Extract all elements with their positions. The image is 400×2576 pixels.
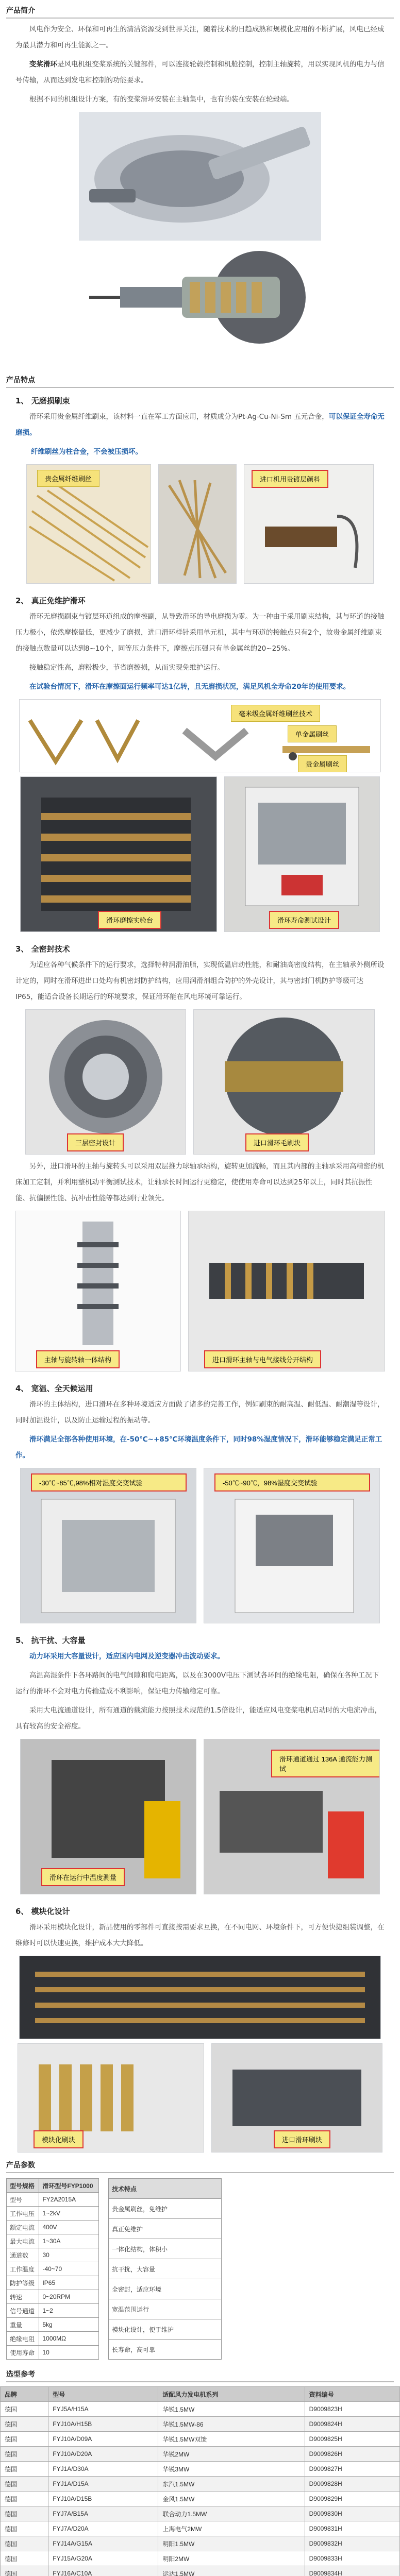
fiber-brush-photo [26, 464, 151, 584]
feature-3-title: 3、 全密封技术 [15, 944, 70, 954]
selection-cell: FYJ10A/D15B [48, 2492, 158, 2506]
ring-stack-illustration [21, 777, 216, 931]
feature-2-body2: 接触稳定性高，磨粉极少，节省磨擦损，从而实现免维护运行。 [29, 664, 224, 672]
selection-cell: FYJ1A/D15A [48, 2477, 158, 2492]
selection-cell: FYJ1A/D30A [48, 2462, 158, 2477]
spec-cell: -40~70 [39, 2262, 99, 2276]
feature-1-body: 滑环采用贵金属纤维刷束，该材料一直在军工方面应用，材质成分为Pt-Ag-Cu-Ni-Sm 五元合金，可以保证全寿命无磨损。 [15, 413, 385, 437]
selection-cell: D9009823H [305, 2402, 399, 2417]
spec-cell: 0~20RPM [39, 2290, 99, 2304]
brush-comparison-diagram [19, 699, 381, 772]
tag-triple-seal: 三层密封设计 [67, 1133, 124, 1151]
feature-2-images [0, 776, 400, 932]
selection-cell: 明阳1.5MW [158, 2536, 305, 2551]
params-header: 产品参数 [6, 2160, 394, 2173]
brush-block-illustration [194, 1010, 374, 1154]
selection-cell: 德国 [1, 2462, 48, 2477]
feature-3-images-b [0, 1211, 400, 1371]
spec-cell: IP65 [39, 2276, 99, 2290]
selection-cell: 德国 [1, 2566, 48, 2576]
selection-cell: 德国 [1, 2402, 48, 2417]
selection-cell: 明阳2MW [158, 2551, 305, 2566]
feature-cell: 长寿命，高可靠 [109, 2340, 222, 2360]
tag-test-rig: 滑环磨擦实验台 [98, 911, 161, 929]
selection-cell: FYJ10A/D20A [48, 2447, 158, 2462]
selection-cell: 德国 [1, 2492, 48, 2506]
feature-6-title: 6、 模块化设计 [15, 1907, 70, 1916]
selection-cell: D9009828H [305, 2477, 399, 2492]
life-test-photo [224, 776, 380, 932]
feature-2-body: 滑环无磨损刷束与镀层环道组成的摩擦副，从导致滑环的导电磨损为零。为一种由于采用刷束结构，其与环道的接触压力极小，依然摩擦量低，更减少了磨损，进口滑环样针采用单元机，其中与环道的接触点只有2个，故贵金属纤维刷束的接触点数量可以达到8~10个，同等压力条件下，摩擦点压强只有单金属丝的20~25%。 [15, 613, 385, 653]
selection-cell: D9009826H [305, 2447, 399, 2462]
selection-row [1, 2462, 400, 2477]
spec-cell: 转速 [7, 2290, 39, 2304]
spec-cell: 额定电流 [7, 2221, 39, 2234]
feature-1-title: 1、 无磨损刷束 [15, 396, 70, 405]
integrated-shaft-photo [15, 1211, 181, 1371]
intro-keyword: 变桨滑环 [29, 60, 57, 69]
selection-column-header: 品牌 [1, 2387, 48, 2402]
intro-header: 产品简介 [6, 5, 394, 19]
selection-cell: D9009831H [305, 2521, 399, 2536]
intro-paragraph-1: 风电作为安全、环保和可再生的清洁资源受到世界关注，随着技术的日趋成熟和规模化应用的不断扩展，风电已经成为最具潜力和可再生能源之一。 [15, 25, 385, 49]
spec-table [6, 2178, 99, 2360]
selection-cell: 华锐2MW [158, 2447, 305, 2462]
feature-1-images [0, 464, 400, 584]
spec-row [7, 2262, 99, 2276]
feature-table-h1: 技术特点 [109, 2179, 222, 2199]
selection-cell: FYJ15A/G20A [48, 2551, 158, 2566]
selection-cell: 上海电气2MW [158, 2521, 305, 2536]
intro-paragraph-2: 变桨滑环是风电机组变桨系统的关键部件，可以连接轮毂控制和机舱控制，控制主轴旋转，用以实现风机的电力与信号传输，从而达到发电和控制的功能要求。 [15, 60, 385, 84]
spec-cell: 工作电压 [7, 2207, 39, 2221]
feature-cell: 宽温范围运行 [109, 2299, 222, 2319]
selection-cell: D9009830H [305, 2506, 399, 2521]
spec-cell: 工作温度 [7, 2262, 39, 2276]
tag-temperature: 滑环在运行中温度测量 [41, 1868, 125, 1886]
spec-cell: 使用寿命 [7, 2346, 39, 2360]
tag-separated-shaft: 进口滑环主轴与电气接线分开结构 [204, 1350, 321, 1368]
spec-cell: 1~30A [39, 2234, 99, 2248]
selection-cell: 德国 [1, 2536, 48, 2551]
tag-integrated-shaft: 主轴与旋转轴一体结构 [36, 1350, 120, 1368]
tag-plating: 进口机用贵镀层颜料 [252, 470, 328, 488]
selection-row [1, 2566, 400, 2576]
selection-cell: FYJ7A/D20A [48, 2521, 158, 2536]
feature-table [108, 2178, 222, 2360]
selection-cell: 东汽1.5MW [158, 2477, 305, 2492]
selection-cell: FYJ7A/B15A [48, 2506, 158, 2521]
feature-5-title: 5、 抗干扰、大容量 [15, 1636, 86, 1645]
selection-cell: 德国 [1, 2477, 48, 2492]
spec-row [7, 2207, 99, 2221]
selection-cell: 华锐3MW [158, 2462, 305, 2477]
selection-column-header: 型号 [48, 2387, 158, 2402]
selection-row [1, 2521, 400, 2536]
chamber-1-illustration [21, 1468, 196, 1623]
selection-head-row [1, 2387, 400, 2402]
spec-cell: 通道数 [7, 2248, 39, 2262]
spec-row [7, 2276, 99, 2290]
spec-row [7, 2318, 99, 2332]
selection-cell: FYJ10A/H15B [48, 2417, 158, 2432]
spec-row [7, 2221, 99, 2234]
feature-2-test: 在试验台情况下，滑环在摩擦面运行频率可达1亿转，且无磨损状况，满足风机全寿命20年的使用要求。 [29, 683, 351, 691]
spec-cell: 重量 [7, 2318, 39, 2332]
slip-ring-illustration [79, 112, 321, 369]
spec-cell: 防护等级 [7, 2276, 39, 2290]
modular-photo-top [19, 1956, 381, 2039]
selection-cell: FYJ5A/H15A [48, 2402, 158, 2417]
feature-row [109, 2219, 222, 2239]
selection-cell: D9009824H [305, 2417, 399, 2432]
feature-row [109, 2259, 222, 2279]
feature-cell: 真正免维护 [109, 2219, 222, 2239]
spec-h2: 滑环型号FYP1000 [39, 2179, 99, 2193]
selection-cell: 德国 [1, 2506, 48, 2521]
tag-imported: 进口滑环刷块 [274, 2130, 330, 2148]
tag-mm-brush: 毫米级金属纤维刷丝技术 [231, 705, 320, 722]
selection-cell: 金风1.5MW [158, 2492, 305, 2506]
spec-cell: 型号 [7, 2193, 39, 2207]
selection-table [0, 2386, 400, 2576]
selection-column-header: 资料编号 [305, 2387, 399, 2402]
selection-row [1, 2402, 400, 2417]
spec-row [7, 2234, 99, 2248]
spec-row [7, 2193, 99, 2207]
modular-brush-photo [18, 2043, 204, 2153]
selection-cell: D9009827H [305, 2462, 399, 2477]
spec-cell: 最大电流 [7, 2234, 39, 2248]
feature-cell: 贵金属刷丝，免维护 [109, 2199, 222, 2219]
selection-row [1, 2447, 400, 2462]
selection-row [1, 2492, 400, 2506]
tag-life-test: 滑环寿命测试设计 [269, 911, 339, 929]
modular-rings-illustration [20, 1956, 380, 2039]
shaft-illustration [15, 1211, 180, 1371]
features-header: 产品特点 [6, 375, 394, 388]
feature-5-body: 动力环采用大容量设计，适应国内电网及逆变器冲击波动要求。 [29, 1652, 224, 1660]
selection-section [0, 2369, 400, 2576]
feature-row [109, 2239, 222, 2259]
selection-cell: D9009832H [305, 2536, 399, 2551]
imported-brush-photo [211, 2043, 382, 2153]
feature-3-body: 为适应各种气候条件下的运行要求，选择特种润滑油脂，实现低温启动性能，和耐油高密度结构，在主轴承外侧所设计定的，同时在滑环进出口处均有机密封防护结构，应用润滑剂组合防护的外壳设计，其与密封门机防护等级可达IP65，能适合设备长期运行的环境要求，保证滑环能在风电环境可靠运行。 [15, 961, 385, 1001]
current-test-photo [204, 1739, 380, 1894]
tag-precious-metal: 贵金属刷丝 [298, 755, 347, 772]
features-section [0, 375, 400, 2153]
tag-modular: 模块化刷块 [34, 2130, 84, 2148]
intro-section [0, 5, 400, 369]
feature-3-images-a [0, 1009, 400, 1155]
spec-cell: 5kg [39, 2318, 99, 2332]
feature-row [109, 2340, 222, 2360]
feature-cell: 一体化结构，体积小 [109, 2239, 222, 2259]
feature-4-title: 4、 宽温、全天候运用 [15, 1384, 93, 1393]
seal-illustration [26, 1010, 186, 1154]
feature-row [109, 2319, 222, 2340]
selection-cell: 运达1.5MW [158, 2566, 305, 2576]
spec-row [7, 2290, 99, 2304]
tag-fiber-brush: 贵金属纤维刷丝 [37, 470, 99, 487]
humidity-test-photo-1 [20, 1468, 196, 1623]
selection-cell: D9009834H [305, 2566, 399, 2576]
feature-row [109, 2199, 222, 2219]
feature-cell: 模块化设计，便于维护 [109, 2319, 222, 2340]
seal-design-photo [25, 1009, 186, 1155]
params-section [0, 2160, 400, 2360]
selection-row [1, 2417, 400, 2432]
selection-row [1, 2551, 400, 2566]
selection-cell: D9009833H [305, 2551, 399, 2566]
tag-humidity-2: -50℃~90℃，98%湿度交变试验 [214, 1473, 370, 1492]
spec-cell: FY2A2015A [39, 2193, 99, 2207]
feature-5-images [0, 1739, 400, 1894]
selection-cell: 华锐1.5MW-86 [158, 2417, 305, 2432]
humidity-test-photo-2 [204, 1468, 380, 1623]
feature-5-body2: 高温高湿条件下各环路间的电气间隙和爬电距离，以及在3000V电压下测试各环间的绝缘电阻，确保在各种工况下运行的滑环不会对电力传输造成不利影响，保证电力传输稳定可靠。 [15, 1671, 379, 1696]
selection-cell: FYJ14A/G15A [48, 2536, 158, 2551]
params-tables [6, 2178, 394, 2360]
feature-4-images [0, 1468, 400, 1623]
selection-row [1, 2536, 400, 2551]
selection-cell: FYJ16A/C10A [48, 2566, 158, 2576]
feature-4-body: 滑环的主体结构，进口滑环在多种环境适应方面做了诸多的完善工作，例如刷束的耐高温、耐低温、耐潮湿等设计，同时加温设计，以及防止运输过程的振动等。 [15, 1400, 385, 1425]
brush-bundle-illustration [159, 465, 236, 583]
feature-cell: 抗干扰，大容量 [109, 2259, 222, 2279]
selection-cell: 德国 [1, 2417, 48, 2432]
selection-column-header: 适配风力发电机系列 [158, 2387, 305, 2402]
selection-cell: 德国 [1, 2447, 48, 2462]
tag-humidity-1: -30℃~85℃,98%相对湿度交变试验 [31, 1473, 187, 1492]
tag-current: 滑环通道通过 136A 通流能力测试 [271, 1750, 380, 1777]
feature-3-body2: 另外，进口滑环的主轴与旋转头可以采用双层推力球轴承结构，旋转更加流畅，而且其内部的主轴承采用高精密的机床加工定制，并利用整机动平衡测试技术，让轴承长时间运行更稳定，使使用寿命可以达到25年以上，同时其抗振性能、抗偏摆性能、抗冲击性能等都达到行业领先。 [15, 1162, 385, 1202]
selection-cell: FYJ10A/D09A [48, 2432, 158, 2447]
selection-cell: 华锐1.5MW [158, 2402, 305, 2417]
spec-cell: 1~2kV [39, 2207, 99, 2221]
selection-cell: 德国 [1, 2521, 48, 2536]
selection-row [1, 2432, 400, 2447]
tag-single-metal: 单金属刷丝 [288, 725, 337, 742]
selection-cell: D9009825H [305, 2432, 399, 2447]
feature-4-highlight: 滑环满足全部各种使用环境，在-50℃~+85℃环境温度条件下，同时98%湿度情况下，滑环能够稳定满足正常工作。 [15, 1435, 382, 1460]
brush-block-photo [193, 1009, 375, 1155]
temperature-measure-photo [20, 1739, 196, 1894]
intro-paragraph-3: 根据不同的机组设计方案，有的变桨滑环安装在主轴集中，也有的装在安装在轮毂端。 [29, 95, 294, 104]
selection-cell: 联合动力1.5MW [158, 2506, 305, 2521]
selection-cell: 德国 [1, 2551, 48, 2566]
spec-row [7, 2304, 99, 2318]
selection-cell: 德国 [1, 2432, 48, 2447]
tag-brush-block: 进口滑环毛刷块 [245, 1133, 309, 1151]
plating-tool-photo [244, 464, 374, 584]
feature-5-body3: 采用大电流通道设计，所有通道的载流能力按照技术规范的1.5倍设计，能适应风电变桨电机启动时的大电流冲击，具有较高的安全裕度。 [15, 1706, 381, 1731]
spec-row [7, 2346, 99, 2360]
plating-photo [158, 464, 237, 584]
selection-cell: 华锐1.5MW双馈 [158, 2432, 305, 2447]
slip-ring-product-image [79, 112, 321, 369]
spec-cell: 1~2 [39, 2304, 99, 2318]
feature-row [109, 2299, 222, 2319]
separated-shaft-illustration [189, 1211, 385, 1371]
wear-test-photo [20, 776, 217, 932]
selection-header: 选型参考 [6, 2369, 394, 2382]
spec-cell: 30 [39, 2248, 99, 2262]
chamber-2-illustration [204, 1468, 379, 1623]
feature-1-sub: 纤维刷丝为柱合金，不会被压损坏。 [31, 448, 142, 456]
spec-cell: 1000MΩ [39, 2332, 99, 2346]
selection-row [1, 2506, 400, 2521]
feature-6-body: 滑环采用模块化设计，新品使用的零部件可直接按需要求互换，在不同电网、环境条件下，可方便快捷组装调整，在维修时可以快速更换，维护成本大大降低。 [15, 1923, 385, 1947]
selection-row [1, 2477, 400, 2492]
spec-cell: 10 [39, 2346, 99, 2360]
spec-row [7, 2248, 99, 2262]
spec-cell: 绝缘电阻 [7, 2332, 39, 2346]
feature-2-title: 2、 真正免维护滑环 [15, 596, 86, 605]
spec-cell: 400V [39, 2221, 99, 2234]
feature-cell: 全密封，适应环境 [109, 2279, 222, 2299]
spec-cell: 信号通道 [7, 2304, 39, 2318]
spec-h1: 型号规格 [7, 2179, 39, 2193]
feature-row [109, 2279, 222, 2299]
feature-6-images [0, 2043, 400, 2153]
separated-shaft-photo [188, 1211, 385, 1371]
test-cabinet-illustration [225, 777, 379, 931]
spec-row [7, 2332, 99, 2346]
selection-cell: D9009829H [305, 2492, 399, 2506]
